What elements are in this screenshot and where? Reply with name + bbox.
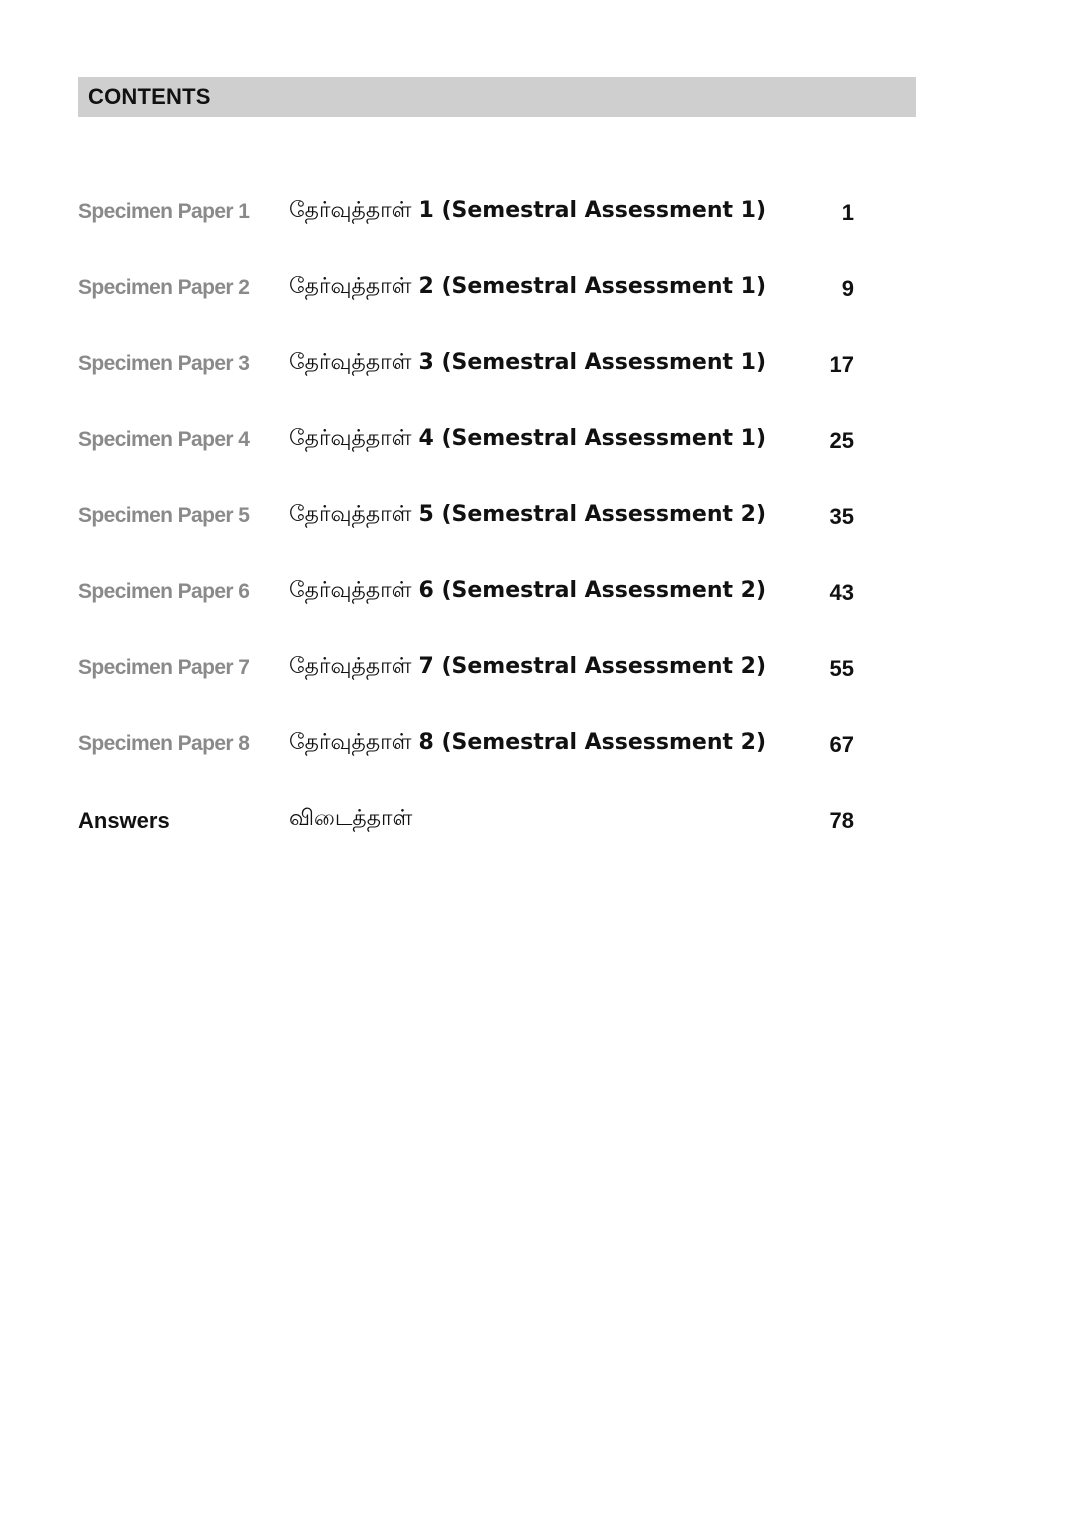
toc-row-specimen-paper-3[interactable] bbox=[78, 344, 858, 420]
toc-title bbox=[289, 350, 766, 378]
contents-header bbox=[78, 77, 916, 117]
toc-page-number: 55 bbox=[829, 656, 854, 681]
toc-title bbox=[289, 274, 766, 302]
toc-page-number: 67 bbox=[829, 732, 854, 757]
toc-title bbox=[289, 806, 412, 834]
toc-label: Specimen Paper 3 bbox=[78, 352, 250, 375]
page-title: CONTENTS bbox=[88, 84, 211, 109]
toc-page-number: 78 bbox=[829, 808, 854, 833]
toc-row-specimen-paper-5[interactable] bbox=[78, 496, 858, 572]
toc-label: Specimen Paper 6 bbox=[78, 580, 250, 603]
toc-title bbox=[289, 198, 766, 226]
toc-title-english: 6 (Semestral Assessment 2) bbox=[418, 578, 767, 603]
toc-row-answers[interactable] bbox=[78, 800, 858, 876]
toc-title-tamil: தேர்வுத்தாள் bbox=[289, 350, 412, 375]
toc-row-specimen-paper-7[interactable] bbox=[78, 648, 858, 724]
toc-title bbox=[289, 578, 766, 606]
toc-title-english: 3 (Semestral Assessment 1) bbox=[418, 350, 767, 375]
toc-label: Specimen Paper 7 bbox=[78, 656, 250, 679]
toc-label: Specimen Paper 4 bbox=[78, 428, 250, 451]
toc-row-specimen-paper-4[interactable] bbox=[78, 420, 858, 496]
toc-title bbox=[289, 654, 766, 682]
toc-row-specimen-paper-6[interactable] bbox=[78, 572, 858, 648]
toc-row-specimen-paper-8[interactable] bbox=[78, 724, 858, 800]
toc-label: Specimen Paper 8 bbox=[78, 732, 250, 755]
toc-page-number: 25 bbox=[829, 428, 854, 453]
toc-title-english: 7 (Semestral Assessment 2) bbox=[418, 654, 767, 679]
toc-label: Answers bbox=[78, 808, 170, 833]
toc-title-tamil: தேர்வுத்தாள் bbox=[289, 426, 412, 451]
toc-page-number: 17 bbox=[829, 352, 854, 377]
toc-title-tamil: தேர்வுத்தாள் bbox=[289, 274, 412, 299]
toc-page-number: 1 bbox=[841, 200, 854, 225]
toc-page-number: 43 bbox=[829, 580, 854, 605]
toc-page-number: 9 bbox=[841, 276, 854, 301]
toc-title-tamil: தேர்வுத்தாள் bbox=[289, 730, 412, 755]
toc-row-specimen-paper-1[interactable] bbox=[78, 192, 858, 268]
toc-title-tamil: தேர்வுத்தாள் bbox=[289, 502, 412, 527]
toc-label: Specimen Paper 5 bbox=[78, 504, 250, 527]
toc-label: Specimen Paper 1 bbox=[78, 200, 250, 223]
toc-title-english: 5 (Semestral Assessment 2) bbox=[418, 502, 767, 527]
toc-title-english: 1 (Semestral Assessment 1) bbox=[418, 198, 767, 223]
toc-title-english: 2 (Semestral Assessment 1) bbox=[418, 274, 767, 299]
toc-title-tamil: தேர்வுத்தாள் bbox=[289, 578, 412, 603]
toc-label: Specimen Paper 2 bbox=[78, 276, 250, 299]
toc-title-tamil: தேர்வுத்தாள் bbox=[289, 654, 412, 679]
toc-page-number: 35 bbox=[829, 504, 854, 529]
table-of-contents bbox=[78, 192, 858, 876]
toc-row-specimen-paper-2[interactable] bbox=[78, 268, 858, 344]
toc-title-tamil: விடைத்தாள் bbox=[289, 806, 413, 831]
toc-title-english: 4 (Semestral Assessment 1) bbox=[418, 426, 767, 451]
toc-title bbox=[289, 502, 766, 530]
toc-title bbox=[289, 730, 766, 758]
toc-title-tamil: தேர்வுத்தாள் bbox=[289, 198, 412, 223]
toc-title-english: 8 (Semestral Assessment 2) bbox=[418, 730, 767, 755]
toc-title bbox=[289, 426, 766, 454]
